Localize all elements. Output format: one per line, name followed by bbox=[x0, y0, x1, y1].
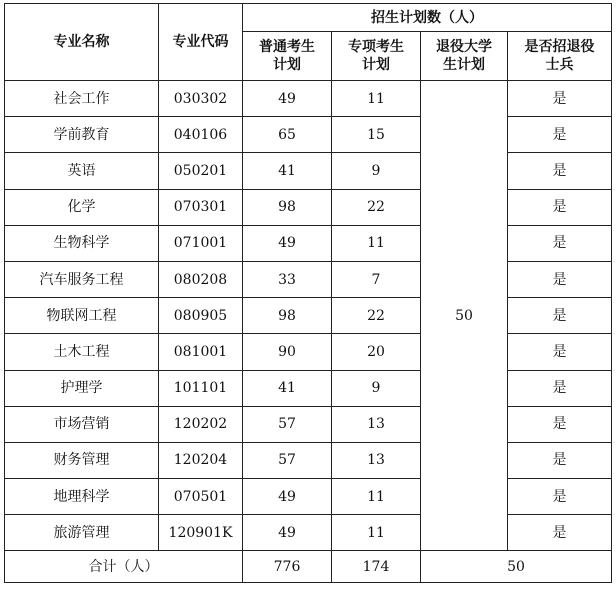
table-row bbox=[5, 81, 612, 117]
general-plan-cell: 90 bbox=[243, 334, 332, 370]
special-plan-cell: 13 bbox=[332, 442, 421, 478]
table-row bbox=[5, 442, 612, 478]
recruit-veterans-cell: 是 bbox=[508, 225, 612, 261]
general-plan-cell: 41 bbox=[243, 370, 332, 406]
major-code-cell: 030302 bbox=[159, 81, 243, 117]
special-plan-cell: 9 bbox=[332, 153, 421, 189]
table-row bbox=[5, 153, 612, 189]
major-name-cell: 学前教育 bbox=[5, 117, 159, 153]
major-code-cell: 120204 bbox=[159, 442, 243, 478]
special-plan-cell: 15 bbox=[332, 117, 421, 153]
table-row bbox=[5, 515, 612, 551]
table-row bbox=[5, 189, 612, 225]
total-general: 776 bbox=[243, 551, 332, 583]
special-plan-cell: 11 bbox=[332, 81, 421, 117]
recruit-veterans-cell: 是 bbox=[508, 370, 612, 406]
major-code-cell: 070301 bbox=[159, 189, 243, 225]
major-name-cell: 化学 bbox=[5, 189, 159, 225]
total-special: 174 bbox=[332, 551, 421, 583]
special-plan-cell: 11 bbox=[332, 479, 421, 515]
recruit-veterans-cell: 是 bbox=[508, 334, 612, 370]
recruit-veterans-cell: 是 bbox=[508, 515, 612, 551]
recruit-veterans-cell: 是 bbox=[508, 81, 612, 117]
table-row bbox=[5, 370, 612, 406]
header-major-code: 专业代码 bbox=[159, 4, 243, 81]
major-name-cell: 物联网工程 bbox=[5, 298, 159, 334]
general-plan-cell: 49 bbox=[243, 515, 332, 551]
major-name-cell: 社会工作 bbox=[5, 81, 159, 117]
general-plan-cell: 57 bbox=[243, 406, 332, 442]
header-special-plan: 专项考生计划 bbox=[332, 32, 421, 81]
major-code-cell: 040106 bbox=[159, 117, 243, 153]
special-plan-cell: 11 bbox=[332, 515, 421, 551]
table-row bbox=[5, 479, 612, 515]
table-row bbox=[5, 261, 612, 297]
total-label: 合计（人） bbox=[5, 551, 243, 583]
recruit-veterans-cell: 是 bbox=[508, 189, 612, 225]
table-row bbox=[5, 117, 612, 153]
major-code-cell: 120901K bbox=[159, 515, 243, 551]
major-name-cell: 护理学 bbox=[5, 370, 159, 406]
table-row bbox=[5, 406, 612, 442]
major-code-cell: 080208 bbox=[159, 261, 243, 297]
general-plan-cell: 65 bbox=[243, 117, 332, 153]
recruit-veterans-cell: 是 bbox=[508, 442, 612, 478]
major-name-cell: 汽车服务工程 bbox=[5, 261, 159, 297]
general-plan-cell: 49 bbox=[243, 479, 332, 515]
general-plan-cell: 41 bbox=[243, 153, 332, 189]
major-name-cell: 生物科学 bbox=[5, 225, 159, 261]
total-veteran: 50 bbox=[421, 551, 612, 583]
recruit-veterans-cell: 是 bbox=[508, 153, 612, 189]
recruit-veterans-cell: 是 bbox=[508, 406, 612, 442]
major-name-cell: 旅游管理 bbox=[5, 515, 159, 551]
total-row bbox=[5, 551, 612, 583]
major-name-cell: 英语 bbox=[5, 153, 159, 189]
major-name-cell: 土木工程 bbox=[5, 334, 159, 370]
recruit-veterans-cell: 是 bbox=[508, 479, 612, 515]
special-plan-cell: 9 bbox=[332, 370, 421, 406]
header-general-plan: 普通考生计划 bbox=[243, 32, 332, 81]
major-code-cell: 070501 bbox=[159, 479, 243, 515]
major-code-cell: 080905 bbox=[159, 298, 243, 334]
veteran-plan-merged-cell: 50 bbox=[421, 81, 508, 551]
major-name-cell: 地理科学 bbox=[5, 479, 159, 515]
major-code-cell: 071001 bbox=[159, 225, 243, 261]
special-plan-cell: 22 bbox=[332, 298, 421, 334]
table-row bbox=[5, 225, 612, 261]
major-code-cell: 120202 bbox=[159, 406, 243, 442]
enrollment-plan-table bbox=[4, 3, 612, 583]
special-plan-cell: 11 bbox=[332, 225, 421, 261]
general-plan-cell: 49 bbox=[243, 81, 332, 117]
recruit-veterans-cell: 是 bbox=[508, 117, 612, 153]
general-plan-cell: 33 bbox=[243, 261, 332, 297]
major-name-cell: 市场营销 bbox=[5, 406, 159, 442]
special-plan-cell: 7 bbox=[332, 261, 421, 297]
major-code-cell: 101101 bbox=[159, 370, 243, 406]
header-recruit-veterans: 是否招退役士兵 bbox=[508, 32, 612, 81]
general-plan-cell: 98 bbox=[243, 189, 332, 225]
table-body bbox=[5, 81, 612, 583]
general-plan-cell: 49 bbox=[243, 225, 332, 261]
header-veteran-plan: 退役大学生计划 bbox=[421, 32, 508, 81]
table-row bbox=[5, 298, 612, 334]
major-name-cell: 财务管理 bbox=[5, 442, 159, 478]
major-code-cell: 050201 bbox=[159, 153, 243, 189]
general-plan-cell: 57 bbox=[243, 442, 332, 478]
header-major-name: 专业名称 bbox=[5, 4, 159, 81]
table-row bbox=[5, 334, 612, 370]
general-plan-cell: 98 bbox=[243, 298, 332, 334]
recruit-veterans-cell: 是 bbox=[508, 298, 612, 334]
major-code-cell: 081001 bbox=[159, 334, 243, 370]
special-plan-cell: 13 bbox=[332, 406, 421, 442]
header-plan-group: 招生计划数（人） bbox=[243, 4, 612, 32]
special-plan-cell: 20 bbox=[332, 334, 421, 370]
special-plan-cell: 22 bbox=[332, 189, 421, 225]
recruit-veterans-cell: 是 bbox=[508, 261, 612, 297]
